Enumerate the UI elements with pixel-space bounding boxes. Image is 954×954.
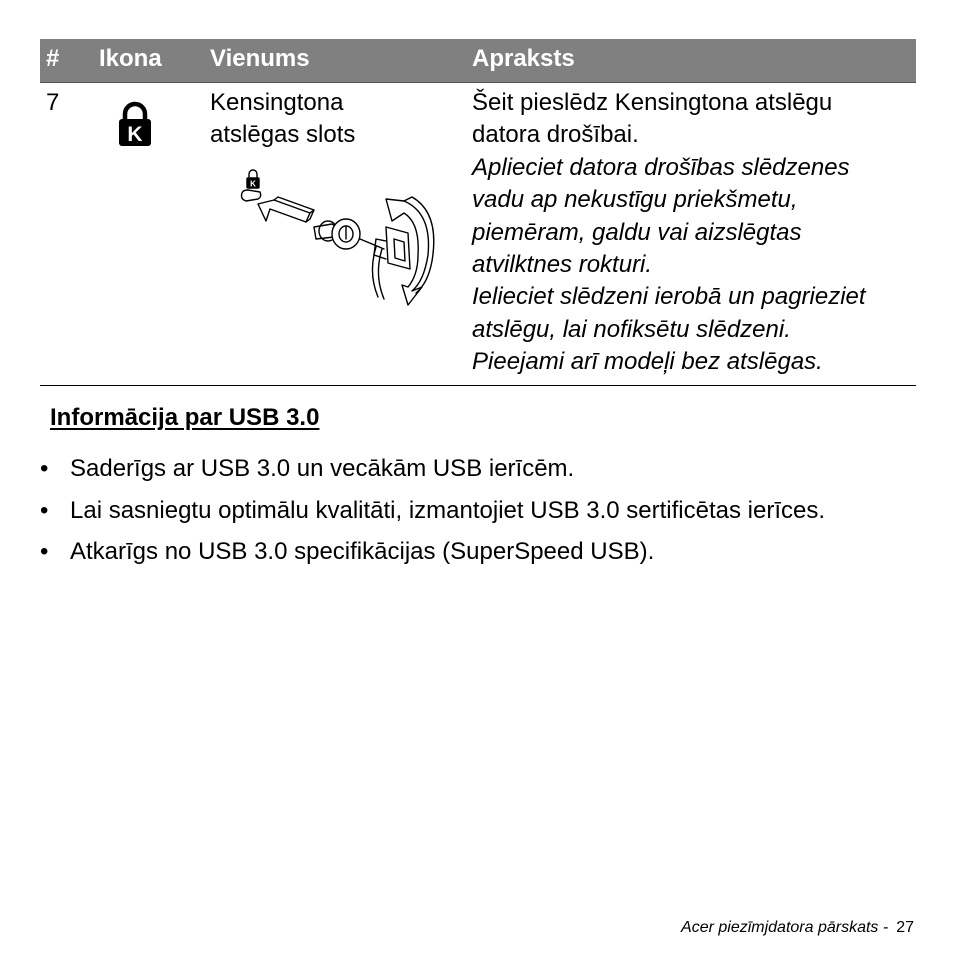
description-italic-line: Aplieciet datora drošības slēdzenes bbox=[472, 153, 850, 181]
item-line-1: Kensingtona bbox=[210, 89, 344, 116]
bullet-text: Saderīgs ar USB 3.0 un vecākām USB ierīcēm. bbox=[70, 455, 575, 482]
bullet-icon: • bbox=[40, 455, 49, 482]
page-footer bbox=[681, 918, 914, 938]
footer-text: Acer piezīmjdatora pārskats - bbox=[681, 919, 889, 936]
kensington-lock-icon bbox=[118, 101, 152, 156]
illustration-letter: K bbox=[250, 179, 256, 189]
table-header bbox=[40, 39, 916, 83]
list-item bbox=[40, 496, 920, 526]
header-number: # bbox=[46, 45, 60, 72]
header-description: Apraksts bbox=[472, 45, 575, 72]
header-item: Vienums bbox=[210, 45, 310, 72]
table-row bbox=[40, 83, 916, 386]
bullet-text: Atkarīgs no USB 3.0 specifikācijas (SuperSpeed USB). bbox=[70, 538, 655, 565]
row-number: 7 bbox=[46, 89, 60, 116]
feature-table bbox=[40, 39, 916, 386]
list-item bbox=[40, 537, 920, 567]
description-italic-line: vadu ap nekustīgu priekšmetu, bbox=[472, 186, 798, 214]
description-italic-line: atslēgu, lai nofiksētu slēdzeni. bbox=[472, 315, 791, 343]
row-item bbox=[210, 87, 355, 152]
kensington-lock-illustration bbox=[236, 169, 436, 324]
description-italic-line: piemēram, galdu vai aizslēgtas bbox=[472, 218, 802, 246]
item-line-2: atslēgas slots bbox=[210, 121, 356, 149]
bullet-icon: • bbox=[40, 496, 49, 524]
bullet-text: Lai sasniegtu optimālu kvalitāti, izmantojiet USB 3.0 sertificētas ierīces. bbox=[70, 496, 826, 524]
list-item bbox=[40, 454, 920, 484]
usb-section-title: Informācija par USB 3.0 bbox=[50, 404, 320, 431]
usb-bullet-list bbox=[40, 454, 920, 579]
kensington-lock-icon-letter: K bbox=[127, 123, 143, 146]
page-number: 27 bbox=[896, 919, 914, 936]
header-icon: Ikona bbox=[99, 45, 162, 72]
description-italic-line: Ielieciet slēdzeni ierobā un pagrieziet bbox=[472, 283, 866, 311]
description-line: Šeit pieslēdz Kensingtona atslēgu bbox=[472, 89, 833, 116]
row-description bbox=[472, 87, 916, 379]
description-line: datora drošībai. bbox=[472, 121, 639, 149]
description-italic-line: Pieejami arī modeļi bez atslēgas. bbox=[472, 348, 823, 376]
bullet-icon: • bbox=[40, 538, 49, 565]
description-italic-line: atvilktnes rokturi. bbox=[472, 251, 653, 279]
